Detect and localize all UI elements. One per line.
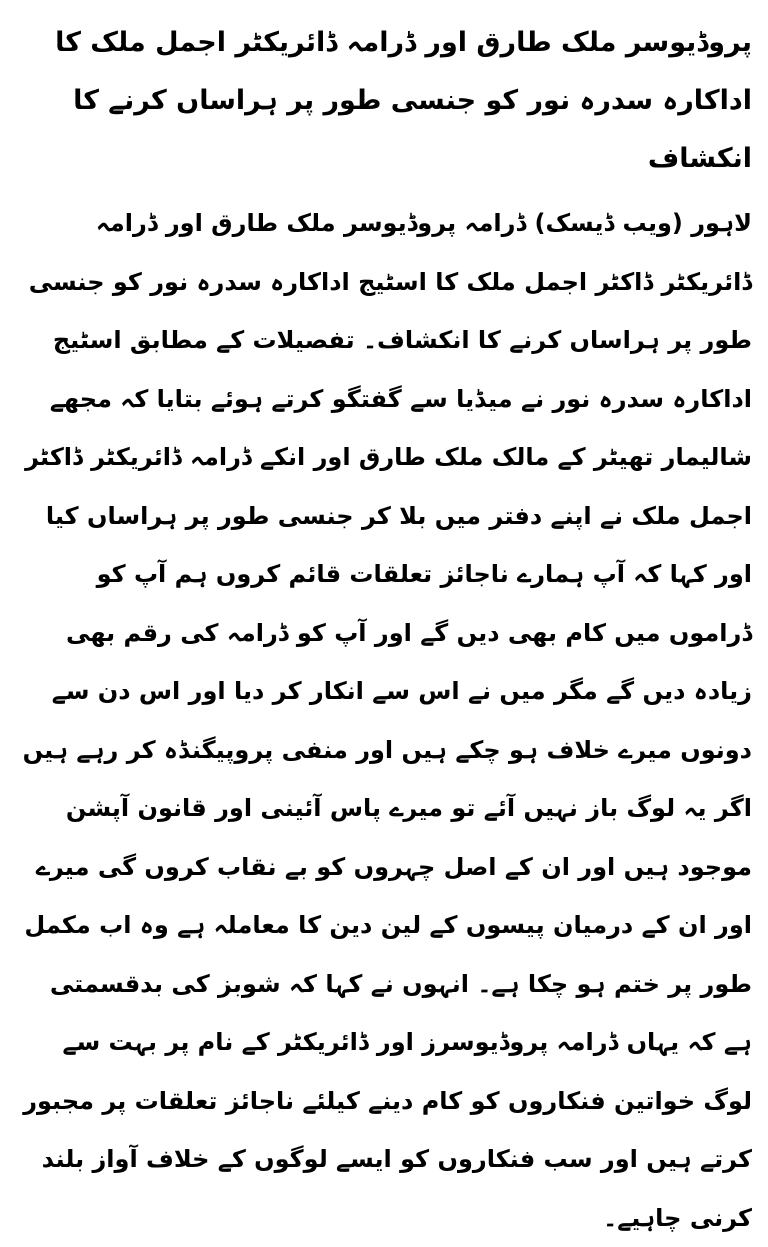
article-headline: پروڈیوسر ملک طارق اور ڈرامہ ڈائریکٹر اجمل ملک کا اداکارہ سدرہ نور کو جنسی طور پر ہراساں کرنے کا انکشاف <box>55 27 752 174</box>
article-body: لاہور (ویب ڈیسک) ڈرامہ پروڈیوسر ملک طارق اور ڈرامہ ڈائریکٹر ڈاکٹر اجمل ملک کا اسٹیج اداکارہ سدرہ نور کو جنسی طور پر ہراساں کرنے کا انکشاف۔ تفصیلات کے مطابق اسٹیج اداکارہ سدرہ نور نے میڈیا سے گفتگو کرتے ہوئے بتایا کہ مجھے شالیمار تھیٹر کے مالک ملک طارق اور انکے ڈرامہ ڈائریکٹر ڈاکٹر اجمل ملک نے اپنے دفتر میں بلا کر جنسی طور پر ہراساں کیا اور کہا کہ آپ ہمارے ناجائز تعلقات قائم کروں ہم آپ کو ڈراموں میں کام بھی دیں گے اور آپ کو ڈرامہ کی رقم بھی زیادہ دیں گے مگر میں نے اس سے انکار کر دیا اور اس دن سے دونوں میرے خلاف ہو چکے ہیں اور منفی پروپیگنڈہ کر رہے ہیں اگر یہ لوگ باز نہیں آئے تو میرے پاس آئینی اور قانون آپشن موجود ہیں اور ان کے اصل چہروں کو بے نقاب کروں گی میرے اور ان کے درمیان پیسوں کے لین دین کا معاملہ ہے وہ اب مکمل طور پر ختم ہو چکا ہے۔ انہوں نے کہا کہ شوبز کی بدقسمتی ہے کہ یہاں ڈرامہ پروڈیوسرز اور ڈائریکٹر کے نام پر بہت سے لوگ خواتین فنکاروں کو کام دینے کیلئے ناجائز تعلقات پر مجبور کرتے ہیں اور سب فنکاروں کو ایسے لوگوں کے خلاف آواز بلند کرنی چاہیے۔ <box>22 209 752 1232</box>
